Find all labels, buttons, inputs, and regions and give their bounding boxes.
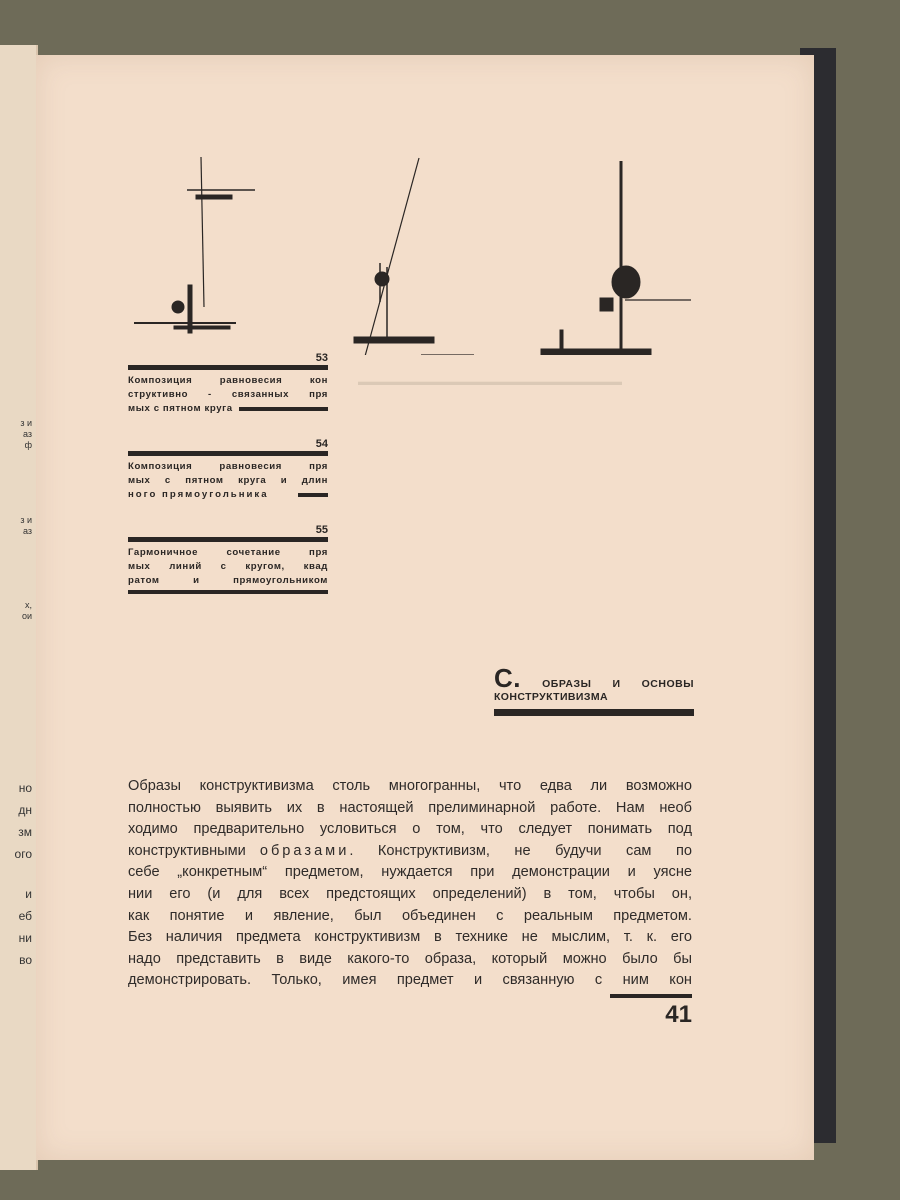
text-line: демонстрировать. Только, имея предмет и связанную с ним кон — [128, 972, 692, 989]
text-line: ходимо предварительно условиться о том, что следует понимать под — [128, 821, 692, 838]
facing-page — [0, 45, 38, 1170]
caption-line: ного прямоугольника — [128, 489, 269, 500]
caption-rule — [128, 365, 328, 370]
caption-line: Композиция равновесия кон — [128, 375, 328, 386]
section-letter: C. — [494, 663, 521, 693]
body-paragraph — [128, 776, 692, 992]
text-line: полностью выявить их в настоящей прелиминарной работе. Нам необ — [128, 799, 692, 816]
facing-fragment: з и — [20, 515, 32, 525]
caption-rule — [128, 451, 328, 456]
text-line: надо представить в виде какого-то образа, который можно было бы — [128, 950, 692, 967]
facing-fragment: во — [19, 953, 32, 967]
constructivist-figures — [36, 55, 814, 355]
caption-line: мых с пятном круга и длин — [128, 475, 328, 486]
figure-53-drawing — [134, 157, 255, 333]
caption-end-bar — [239, 407, 328, 411]
section-heading — [494, 663, 694, 716]
facing-fragment: дн — [18, 803, 32, 817]
facing-fragment: зм — [18, 825, 32, 839]
figure-caption-54 — [128, 438, 328, 502]
caption-end-bar — [128, 590, 328, 594]
text-line: себе „конкретным“ предметом, нуждается при демонстрации и уясне — [128, 864, 692, 881]
facing-fragment: аз — [22, 429, 32, 439]
text-line: Без наличия предмета конструктивизм в технике не мыслим, т. к. его — [128, 929, 692, 946]
page-number: 41 — [665, 1001, 692, 1028]
caption-line: мых линий с кругом, квад — [128, 561, 328, 572]
heading-word: И — [612, 678, 621, 690]
facing-fragment: ни — [18, 931, 32, 945]
emphasized-word: образами — [259, 842, 350, 859]
caption-line: мых с пятном круга — [128, 403, 233, 414]
facing-fragment: х, — [24, 600, 32, 610]
text-fragment: . Конструктивизм, не будучи сам по — [349, 842, 692, 859]
facing-fragment: ои — [21, 611, 32, 621]
figure-54-drawing — [354, 158, 474, 355]
caption-end-bar — [298, 493, 328, 497]
figure-number: 55 — [315, 524, 328, 536]
facing-fragment: еб — [18, 909, 32, 923]
heading-word: ОСНОВЫ — [641, 678, 694, 690]
facing-fragment: з и — [20, 418, 32, 428]
caption-line: Гармоничное сочетание пря — [128, 547, 328, 558]
facing-fragment: но — [18, 781, 32, 795]
book-page — [36, 55, 814, 1160]
caption-line-end — [128, 488, 328, 502]
page-number-rule — [610, 994, 692, 998]
figure-number: 54 — [315, 438, 328, 450]
caption-line-end — [128, 402, 328, 416]
figure-number: 53 — [315, 352, 328, 364]
show-through-text: ▬▬▬▬▬▬▬▬▬▬▬▬▬▬▬▬▬▬▬▬▬▬▬▬ — [358, 376, 622, 388]
text-line: нии его (и для всех предстоящих определений) в том, чтобы он, — [128, 885, 692, 902]
caption-line: ратом и прямоугольником — [128, 575, 328, 586]
heading-line-2: КОНСТРУКТИВИЗМА — [494, 691, 608, 703]
facing-fragment: и — [25, 887, 32, 901]
facing-fragment: аз — [22, 526, 32, 536]
facing-fragment: ф — [24, 440, 32, 450]
text-line: как понятие и явление, был объединен с реальным предметом. — [128, 907, 692, 924]
figure-55-drawing — [541, 161, 691, 355]
figure-caption-55 — [128, 524, 328, 594]
text-fragment: конструктивными — [128, 842, 246, 859]
facing-fragment: ого — [14, 847, 32, 861]
figure-caption-53 — [128, 352, 328, 416]
heading-word: ОБРАЗЫ — [542, 678, 592, 690]
caption-rule — [128, 537, 328, 542]
caption-line: Композиция равновесия пря — [128, 461, 328, 472]
heading-rule — [494, 709, 694, 716]
caption-line: структивно - связанных пря — [128, 389, 328, 400]
text-line: Образы конструктивизма столь многогранны, что едва ли возможно — [128, 778, 692, 794]
text-line — [128, 841, 692, 863]
